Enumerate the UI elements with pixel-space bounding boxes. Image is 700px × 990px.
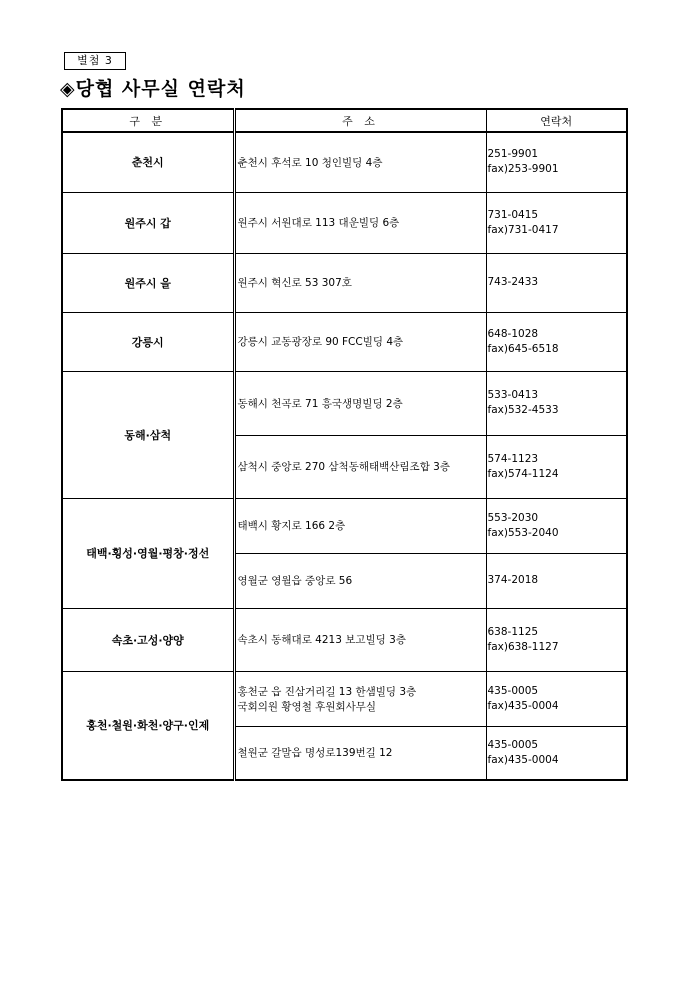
- address-cell: [234, 132, 486, 192]
- phone: 435-0005: [487, 684, 539, 697]
- page-title: ◈당협 사무실 연락처: [60, 78, 246, 100]
- contact-cell: [486, 312, 627, 371]
- address-line: 춘천시 후석로 10 청인빌딩 4층: [237, 156, 383, 169]
- phone: 553-2030: [487, 511, 539, 524]
- attachment-badge: 별첨 3: [64, 52, 126, 70]
- region-cell: 동해·삼척: [62, 371, 234, 498]
- header-contact: 연락처: [486, 109, 627, 132]
- contact-table: [61, 108, 628, 781]
- address-cell: [234, 312, 486, 371]
- phone: 648-1028: [487, 327, 539, 340]
- fax: fax)435-0004: [487, 699, 559, 712]
- contact-cell: [486, 132, 627, 192]
- table-row: [62, 498, 627, 553]
- address-line: 원주시 혁신로 53 307호: [237, 277, 352, 289]
- region-cell: 홍천·철원·화천·양구·인제: [62, 671, 234, 780]
- fax: fax)253-9901: [487, 163, 559, 176]
- phone: 251-9901: [487, 148, 539, 161]
- address-cell: [234, 671, 486, 726]
- region-cell: 원주시 갑: [62, 192, 234, 253]
- address-cell: [234, 253, 486, 312]
- region-cell: 속초·고성·양양: [62, 608, 234, 671]
- address-line: 원주시 서원대로 113 대운빌딩 6층: [237, 217, 400, 229]
- table-row: [62, 132, 627, 192]
- table-row: [62, 312, 627, 371]
- contact-cell: [486, 608, 627, 671]
- address-cell: [234, 435, 486, 498]
- header-region: 구 분: [62, 109, 234, 132]
- address-cell: [234, 192, 486, 253]
- address-line: 홍천군 읍 진삼거리길 13 한샘빌딩 3층: [237, 685, 417, 698]
- table-header-row: [62, 109, 627, 132]
- address-line: 태백시 황지로 166 2층: [237, 520, 346, 532]
- fax: fax)731-0417: [487, 223, 559, 236]
- phone: 731-0415: [487, 208, 539, 221]
- fax: fax)553-2040: [487, 526, 559, 539]
- address-line: 속초시 동해대로 4213 보고빌딩 3층: [237, 634, 406, 646]
- region-cell: 원주시 을: [62, 253, 234, 312]
- address-cell: [234, 726, 486, 780]
- address-cell: [234, 553, 486, 608]
- region-cell: 강릉시: [62, 312, 234, 371]
- header-address: 주 소: [234, 109, 486, 132]
- phone: 574-1123: [487, 452, 539, 465]
- fax: fax)645-6518: [487, 342, 559, 355]
- contact-cell: [486, 726, 627, 780]
- region-cell: 태백·횡성·영월·평창·정선: [62, 498, 234, 608]
- address-cell: [234, 371, 486, 435]
- address-line: 동해시 천곡로 71 흥국생명빌딩 2층: [237, 397, 403, 410]
- phone: 435-0005: [487, 738, 539, 751]
- table-row: [62, 671, 627, 726]
- contact-cell: [486, 553, 627, 608]
- contact-cell: [486, 671, 627, 726]
- table-row: [62, 192, 627, 253]
- contact-cell: [486, 498, 627, 553]
- table-row: [62, 253, 627, 312]
- address-cell: [234, 608, 486, 671]
- contact-cell: [486, 192, 627, 253]
- address-cell: [234, 498, 486, 553]
- phone: 743-2433: [487, 276, 539, 288]
- table-row: [62, 608, 627, 671]
- contact-cell: [486, 253, 627, 312]
- address-line: 철원군 갈말읍 명성로139번길 12: [237, 747, 393, 760]
- contact-cell: [486, 435, 627, 498]
- address-line: 강릉시 교동광장로 90 FCC빌딩 4층: [237, 336, 404, 348]
- contact-cell: [486, 371, 627, 435]
- address-line: 영월군 영월읍 중앙로 56: [237, 575, 353, 587]
- address-line: 삼척시 중앙로 270 삼척동해태백산림조합 3층: [237, 461, 451, 473]
- phone: 533-0413: [487, 389, 539, 401]
- fax: fax)532-4533: [487, 404, 559, 416]
- region-cell: 춘천시: [62, 132, 234, 192]
- fax: fax)574-1124: [487, 467, 559, 480]
- address-line: 국회의원 황영철 후원회사무실: [237, 700, 377, 713]
- fax: fax)638-1127: [487, 640, 559, 653]
- phone: 374-2018: [487, 574, 539, 586]
- phone: 638-1125: [487, 625, 539, 638]
- table-row: [62, 371, 627, 435]
- fax: fax)435-0004: [487, 753, 559, 766]
